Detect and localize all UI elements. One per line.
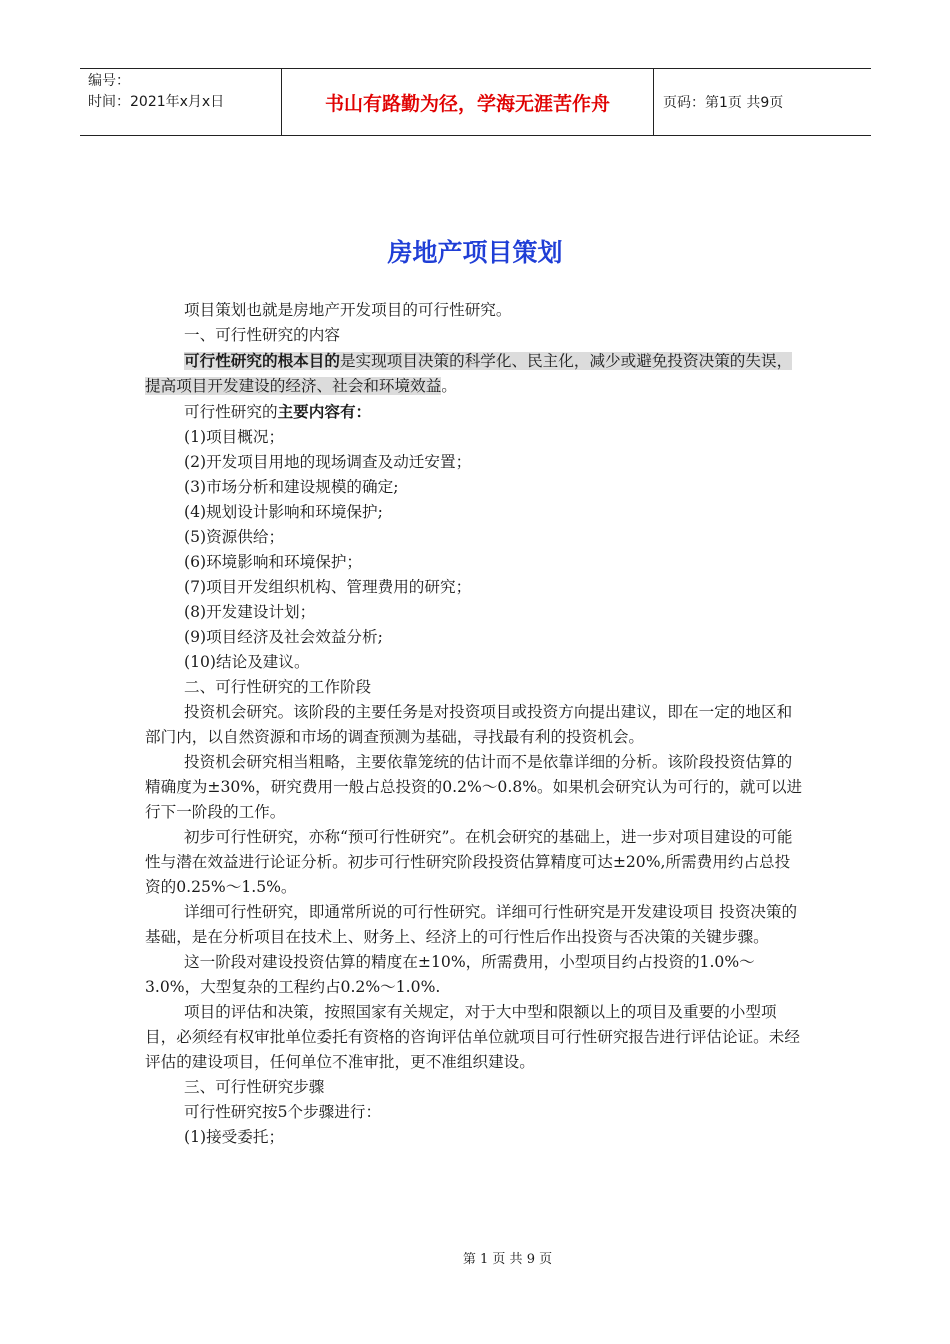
document-body — [145, 298, 805, 1150]
document-time: 时间：2021年x月x日 — [88, 94, 225, 110]
list-item: (6)环境影响和环境保护； — [184, 553, 363, 571]
section-1-heading: 一、可行性研究的内容 — [184, 326, 340, 344]
body-paragraph: 初步可行性研究，亦称“预可行性研究”。在机会研究的基础上，进一步对项目建设的可能性与潜在效益进行论证分析。初步可行性研究阶段投资估算精度可达±20%,所需费用约占总投资的0.25%～1.5%。 — [145, 828, 793, 896]
document-number-label: 编号： — [88, 73, 130, 89]
body-paragraph: 投资机会研究相当粗略，主要依靠笼统的估计而不是依靠详细的分析。该阶段投资估算的精确度为±30%，研究费用一般占总投资的0.2%～0.8%。如果机会研究认为可行的，就可以进行下一阶段的工作。 — [145, 753, 803, 821]
steps-intro: 可行性研究按5个步骤进行： — [184, 1103, 382, 1121]
main-content-paragraph — [145, 399, 805, 425]
header-motto: 书山有路勤为径，学海无涯苦作舟 — [282, 69, 654, 135]
list-item: (1)项目概况； — [184, 428, 285, 446]
body-paragraph: 这一阶段对建设投资估算的精度在±10%，所需费用，小型项目约占投资的1.0%～3.0%，大型复杂的工程约占0.2%～1.0%. — [145, 953, 755, 996]
purpose-text: 是实现项目决策的科学化、民主化，减少或避免投资决策的失误，提高项目开发建设的经济、社会和环境效益 — [145, 352, 793, 395]
list-item: (10)结论及建议。 — [184, 653, 310, 671]
list-item: (5)资源供给； — [184, 528, 285, 546]
section-3-heading: 三、可行性研究步骤 — [184, 1078, 325, 1096]
purpose-paragraph — [145, 348, 805, 399]
main-content-term: 主要内容有： — [277, 402, 372, 421]
body-paragraph: 详细可行性研究，即通常所说的可行性研究。详细可行性研究是开发建设项目 投资决策的基础，是在分析项目在技术上、财务上、经济上的可行性后作出投资与否决策的关键步骤。 — [145, 903, 798, 946]
intro-paragraph: 项目策划也就是房地产开发项目的可行性研究。 — [184, 301, 512, 319]
page-title: 房地产项目策划 — [387, 238, 563, 267]
list-item: (2)开发项目用地的现场调查及动迁安置； — [184, 453, 472, 471]
purpose-end: 。 — [441, 377, 457, 395]
content-list — [145, 425, 805, 675]
header-meta — [80, 69, 282, 135]
body-paragraph: 投资机会研究。该阶段的主要任务是对投资项目或投资方向提出建议，即在一定的地区和部门内，以自然资源和市场的调查预测为基础，寻找最有利的投资机会。 — [145, 703, 793, 746]
body-paragraph: 项目的评估和决策，按照国家有关规定，对于大中型和限额以上的项目及重要的小型项目，必须经有权审批单位委托有资格的咨询评估单位就项目可行性研究报告进行评估论证。未经评估的建设项目，任何单位不准审批，更不准组织建设。 — [145, 1003, 800, 1071]
purpose-term: 可行性研究的根本目的 — [184, 351, 340, 370]
list-item: (7)项目开发组织机构、管理费用的研究； — [184, 578, 472, 596]
list-item: (9)项目经济及社会效益分析; — [184, 628, 383, 646]
page-footer: 第 1 页 共 9 页 — [462, 1252, 553, 1267]
main-content-prefix: 可行性研究的 — [184, 403, 278, 421]
list-item: (8)开发建设计划； — [184, 603, 316, 621]
list-item: (3)市场分析和建设规模的确定; — [184, 478, 399, 496]
list-item: (1)接受委托； — [184, 1128, 285, 1146]
header-page-info: 页码：第1页 共9页 — [663, 95, 784, 111]
section-2-heading: 二、可行性研究的工作阶段 — [184, 678, 372, 696]
document-header — [80, 68, 871, 136]
highlighted-text — [145, 352, 792, 395]
list-item: (4)规划设计影响和环境保护; — [184, 503, 383, 521]
